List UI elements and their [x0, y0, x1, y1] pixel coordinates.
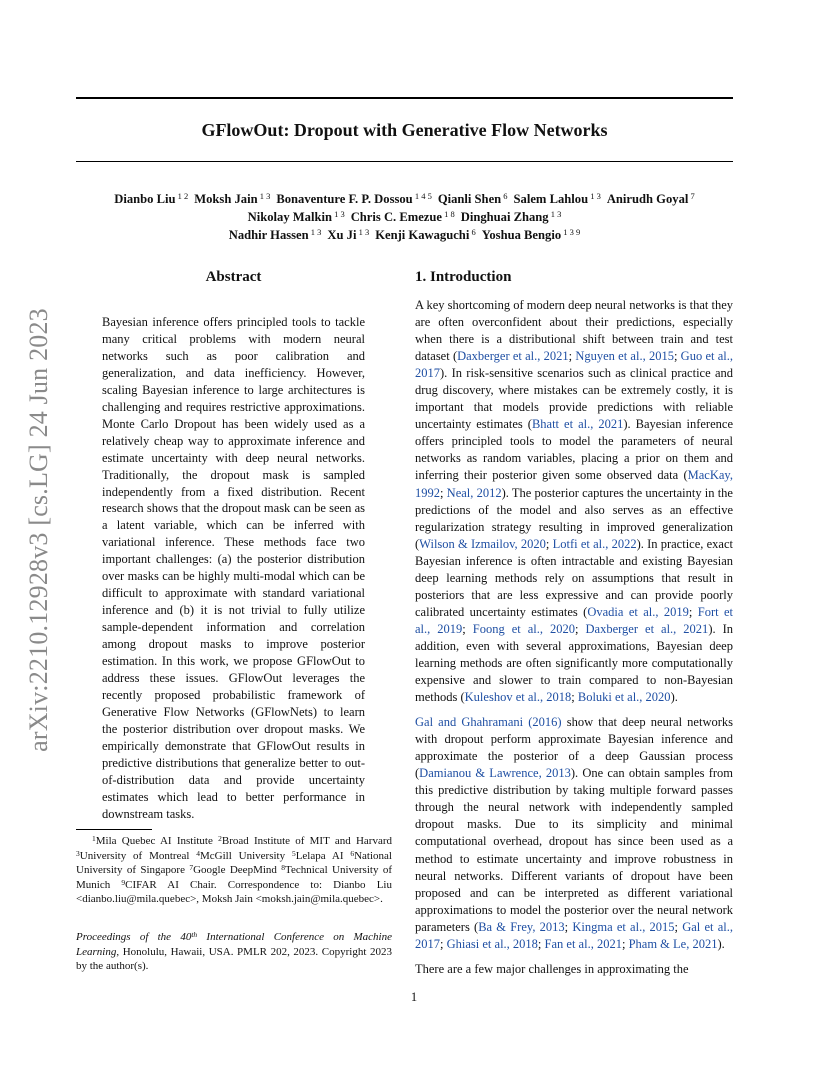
citation-link[interactable]: Foong et al., 2020: [472, 621, 576, 636]
intro-paragraph-1: [415, 297, 733, 706]
proceedings-rest: , Honolulu, Hawaii, USA. PMLR 202, 2023. Copyright 2023 by the author(s).: [76, 945, 392, 973]
paragraph-text: ).: [670, 690, 678, 705]
citation-link[interactable]: Fort et al., 2019: [415, 604, 733, 636]
author-affiliation: 1 3: [356, 227, 370, 237]
author-name: Dinghuai Zhang: [460, 210, 549, 224]
citation-link[interactable]: Neal, 2012: [446, 485, 502, 500]
paragraph-text: There are a few major challenges in approximating the: [415, 961, 689, 976]
author-name: Dianbo Liu: [114, 192, 176, 206]
affiliation-text: CIFAR AI Chair. Correspondence to: Dianbo Liu <dianbo.liu@mila.quebec>, Moksh Jain <moksh.jain@mila.quebec>.: [76, 878, 392, 906]
title-top-rule: [76, 97, 733, 99]
citation-link[interactable]: Gal and Ghahramani (2016): [415, 715, 562, 730]
citation-link[interactable]: Daxberger et al., 2021: [457, 349, 569, 364]
affiliation-marker: 7: [189, 863, 194, 873]
author-line-3: [76, 226, 733, 244]
affiliation-marker: 2: [218, 834, 222, 843]
author-list: [76, 190, 733, 244]
affiliation-text: Mila Quebec AI Institute: [95, 835, 219, 847]
citation-link[interactable]: Daxberger et al., 2021: [585, 621, 709, 636]
paragraph-text: ;: [564, 919, 573, 934]
paper-title: GFlowOut: Dropout with Generative Flow Networks: [201, 120, 608, 140]
author-affiliation: 6: [501, 191, 508, 201]
affiliation-text: Google DeepMind: [193, 864, 282, 877]
paragraph-text: ;: [462, 621, 473, 636]
citation-link[interactable]: Boluki et al., 2020: [577, 690, 671, 705]
author-affiliation: 1 3: [331, 209, 345, 219]
paragraph-text: ;: [440, 485, 447, 500]
paragraph-text: ;: [537, 936, 545, 951]
affiliation-text: National University of Singapore: [76, 849, 392, 877]
citation-link[interactable]: Damianou & Lawrence, 2013: [419, 766, 571, 781]
affiliation-marker: 4: [196, 848, 201, 858]
paragraph-text: ). The posterior captures the uncertainty in the predictions of the model and also serves as an effective regularization strategy resulting in improved generalization (: [415, 485, 733, 551]
author-name: Kenji Kawaguchi: [375, 228, 470, 242]
page-number: 1: [410, 990, 418, 1004]
author-name: Nadhir Hassen: [228, 228, 309, 242]
author-name: Chris C. Emezue: [350, 210, 442, 224]
author-name: Qianli Shen: [437, 192, 502, 206]
intro-paragraph-3: [415, 961, 733, 978]
author-affiliation: 1 3: [257, 191, 271, 201]
title-bottom-rule: [76, 161, 733, 162]
paragraph-text: ;: [673, 349, 681, 364]
citation-link[interactable]: Fan et al., 2021: [544, 936, 622, 951]
author-name: Salem Lahlou: [513, 192, 589, 206]
paragraph-text: ). One can obtain samples from this predictive distribution by taking multiple forward passes through the neural network with independently sampled dropout masks. Due to its simplicity and minimal computational overhead, dropout has since been used as a method to estimate uncertainty and improve robustness in neural networks. Different variants of dropout have been proposed and can be interpreted as different variational approximations to model the posterior over the neural network parameters (: [415, 766, 733, 934]
author-name: Nikolay Malkin: [247, 210, 332, 224]
citation-link[interactable]: Ghiasi et al., 2018: [446, 936, 538, 951]
citation-link[interactable]: Kuleshov et al., 2018: [464, 690, 572, 705]
affiliation-text: Technical University of Munich: [76, 864, 392, 891]
affiliation-marker: 8: [281, 863, 286, 873]
author-affiliation: 1 3: [308, 227, 322, 237]
citation-link[interactable]: Gal et al., 2017: [415, 919, 733, 951]
author-line-2: [76, 208, 733, 226]
paragraph-text: ). In risk-sensitive scenarios such as clinical practice and drug discovery, where mistakes can be extremely costly, it is important that models provide predictions with reliable uncertainty estimates (: [415, 366, 733, 432]
affiliation-marker: 9: [121, 877, 126, 887]
proceedings-number: 40: [180, 931, 192, 943]
paragraph-text: ;: [621, 936, 629, 951]
author-affiliation: 6: [469, 227, 476, 237]
paragraph-text: ). In practice, exact Bayesian inference is often intractable and existing Bayesian deep learning methods rely on assumptions that result in posteriors that are less expressive and can provide poorly calibrated uncertainty estimates (: [415, 536, 733, 619]
citation-link[interactable]: Guo et al., 2017: [415, 349, 733, 381]
author-name: Moksh Jain: [194, 192, 258, 206]
citation-link[interactable]: Kingma et al., 2015: [572, 919, 675, 934]
author-affiliation: 7: [688, 191, 695, 201]
proceedings-ordinal: th: [191, 930, 198, 939]
affiliation-text: University of Montreal: [79, 849, 197, 862]
paragraph-text: ;: [568, 349, 576, 364]
introduction-body: [415, 297, 733, 986]
author-affiliation: 1 3: [588, 191, 601, 201]
citation-link[interactable]: Wilson & Izmailov, 2020: [419, 536, 546, 551]
author-name: Xu Ji: [327, 228, 357, 242]
paragraph-text: ;: [575, 621, 586, 636]
paragraph-text: ).: [717, 936, 725, 951]
affiliation-marker: 6: [350, 848, 355, 858]
paragraph-text: show that deep neural networks with dropout perform approximate Bayesian inference and approximate the posterior of a deep Gaussian process (: [415, 715, 733, 781]
paragraph-text: A key shortcoming of modern deep neural networks is that they are often overconfident about their predictions, especially when there is a distributional shift between train and test dataset (: [415, 298, 733, 364]
citation-link[interactable]: Pham & Le, 2021: [628, 936, 718, 951]
author-affiliation: 1 3: [548, 209, 562, 219]
paragraph-text: ;: [674, 919, 683, 934]
affiliation-marker: 5: [291, 848, 296, 858]
author-name: Yoshua Bengio: [481, 228, 562, 242]
author-affiliation: 1 4 5: [412, 191, 432, 201]
footnote-rule: [76, 829, 152, 830]
author-line-1: [76, 190, 733, 208]
abstract-heading: Abstract: [205, 269, 262, 285]
paragraph-text: ;: [545, 536, 553, 551]
arxiv-identifier-text: arXiv:2210.12928v3 [cs.LG] 24 Jun 2023: [24, 308, 53, 752]
introduction-heading: 1. Introduction: [415, 269, 512, 285]
affiliation-text: Lelapa AI: [295, 849, 351, 862]
proceedings-note: [76, 930, 392, 974]
author-affiliation: 1 2: [175, 191, 189, 201]
author-name: Bonaventure F. P. Dossou: [276, 192, 413, 206]
abstract-body: Bayesian inference offers principled tools to tackle many critical problems with modern neural networks such as poor calibration and generalization, and data inefficiency. However, scaling Bayesian inference to large architectures is challenging and requires restrictive approximations. Monte Carlo Dropout has been widely used as a relatively cheap way to approximate inference and estimate uncertainty with deep neural networks. Traditionally, the dropout mask is sampled independently from a fixed distribution. Recent research shows that the dropout mask can be seen as a latent variable, which can be inferred with variational inference. These methods face two important challenges: (a) the posterior distribution over masks can be highly multi-modal which can be difficult to approximate with standard variational inference and (b) it is not trivial to fully utilize sample-dependent information and correlation among dropout masks to improve posterior estimation. In this work, we propose GFlowOut to address these issues. GFlowOut leverages the recently proposed probabilistic framework of Generative Flow Networks (GFlowNets) to learn the posterior distribution over dropout masks. We empirically demonstrate that GFlowOut results in predictive distributions that generalize better to out-of-distribution data and provide uncertainty estimates which lead to better performance in downstream tasks.: [102, 315, 365, 821]
citation-link[interactable]: Ba & Frey, 2013: [478, 919, 565, 934]
paragraph-text: ;: [688, 604, 698, 619]
intro-paragraph-2: [415, 714, 733, 953]
arxiv-identifier: [22, 290, 56, 770]
citation-link[interactable]: MacKay, 1992: [415, 468, 733, 500]
citation-link[interactable]: Nguyen et al., 2015: [575, 349, 674, 364]
affiliation-text: Broad Institute of MIT and Harvard: [221, 835, 393, 847]
citation-link[interactable]: Lotfi et al., 2022: [552, 536, 637, 551]
author-affiliation: 1 3 9: [561, 227, 581, 237]
affiliation-marker: 1: [92, 834, 96, 843]
paragraph-text: ;: [440, 936, 447, 951]
affiliation-text: McGill University: [200, 849, 292, 862]
paragraph-text: ;: [571, 690, 578, 705]
affiliations-footnote: [76, 834, 392, 907]
paragraph-text: ). Bayesian inference offers principled tools to model the parameters of neural networks as random variables, placing a prior on them and inferring their posterior given some observed data (: [415, 417, 733, 483]
affiliation-marker: 3: [76, 848, 80, 858]
proceedings-italic-b: International Conference on Machine Learning: [76, 931, 392, 958]
proceedings-italic-a: Proceedings of the: [76, 931, 181, 943]
citation-link[interactable]: Ovadia et al., 2019: [587, 604, 689, 619]
author-name: Anirudh Goyal: [606, 192, 689, 206]
paragraph-text: ). In addition, even with several approximations, Bayesian deep learning methods are often significantly more computationally expensive and slower to train compared to non-Bayesian methods (: [415, 621, 734, 705]
citation-link[interactable]: Bhatt et al., 2021: [531, 417, 624, 432]
author-affiliation: 1 8: [442, 209, 455, 219]
